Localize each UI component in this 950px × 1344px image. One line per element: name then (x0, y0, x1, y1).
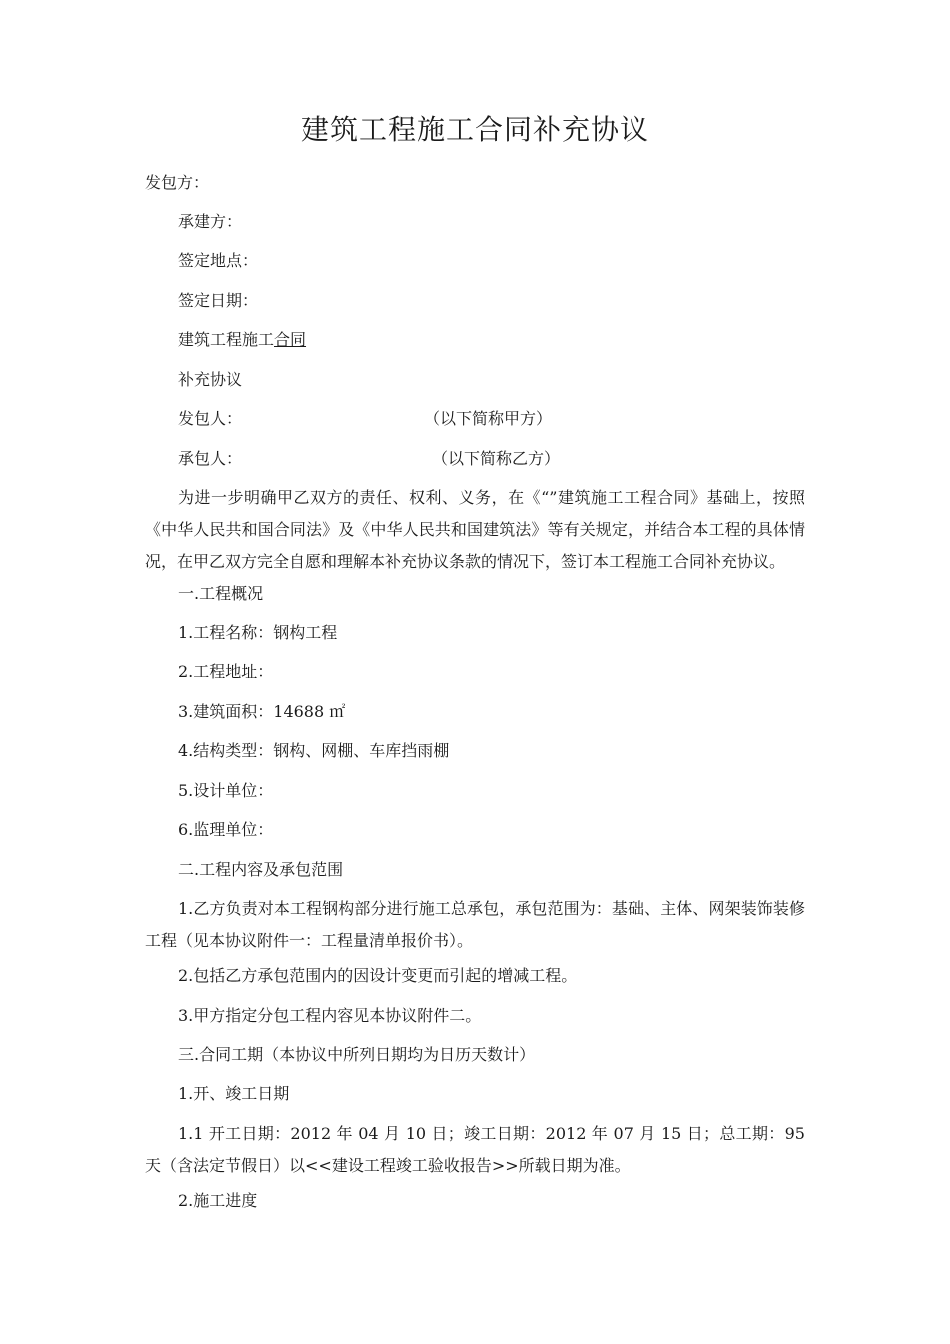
employer-label: 发包方： (145, 173, 210, 192)
section1-item: 1.工程名称：钢构工程 (178, 623, 338, 642)
section1-item: 6.监理单位： (178, 820, 274, 839)
party-a-label: 发包人： (178, 409, 243, 428)
sign-date-label: 签定日期： (178, 291, 259, 310)
section3-subheading: 1.开、竣工日期 (178, 1084, 290, 1103)
contract-name-link: 合同 (274, 330, 307, 349)
sign-place-label: 签定地点： (178, 251, 259, 270)
section1-item: 2.工程地址： (178, 662, 274, 681)
party-b-label: 承包人： (178, 449, 243, 468)
contract-name-prefix: 建筑工程施工 (178, 330, 275, 349)
party-b-note: （以下简称乙方） (432, 449, 561, 468)
section2-heading: 二.工程内容及承包范围 (178, 860, 344, 879)
section2-item: 1.乙方负责对本工程钢构部分进行施工总承包，承包范围为：基础、主体、网架装饰装修工程（见本协议附件一：工程量清单报价书）。 (145, 899, 805, 950)
supplement-label: 补充协议 (178, 370, 243, 389)
intro-paragraph: 为进一步明确甲乙双方的责任、权利、义务，在《“”建筑施工工程合同》基础上，按照《中华人民共和国合同法》及《中华人民共和国建筑法》等有关规定，并结合本工程的具体情况，在甲乙双方完全自愿和理解本补充协议条款的情况下，签订本工程施工合同补充协议。 (145, 488, 805, 571)
section1-heading: 一.工程概况 (178, 584, 264, 603)
section2-item: 2.包括乙方承包范围内的因设计变更而引起的增减工程。 (178, 966, 578, 985)
section3-subheading: 2.施工进度 (178, 1191, 258, 1210)
document-title: 建筑工程施工合同补充协议 (300, 113, 649, 146)
section3-item: 1.1 开工日期：2012 年 04 月 10 日；竣工日期：2012 年 07 月 15 日；总工期：95 天（含法定节假日）以<<建设工程竣工验收报告>>所载日期为准。 (145, 1124, 805, 1175)
contractor-label: 承建方： (178, 212, 243, 231)
section1-item: 4.结构类型：钢构、网棚、车库挡雨棚 (178, 741, 450, 760)
contract-name (178, 328, 306, 352)
section2-item: 3.甲方指定分包工程内容见本协议附件二。 (178, 1006, 482, 1025)
section3-heading: 三.合同工期（本协议中所列日期均为日历天数计） (178, 1045, 536, 1064)
section1-item: 5.设计单位： (178, 781, 274, 800)
party-a-note: （以下简称甲方） (424, 409, 553, 428)
section1-item: 3.建筑面积：14688 ㎡ (178, 702, 346, 721)
